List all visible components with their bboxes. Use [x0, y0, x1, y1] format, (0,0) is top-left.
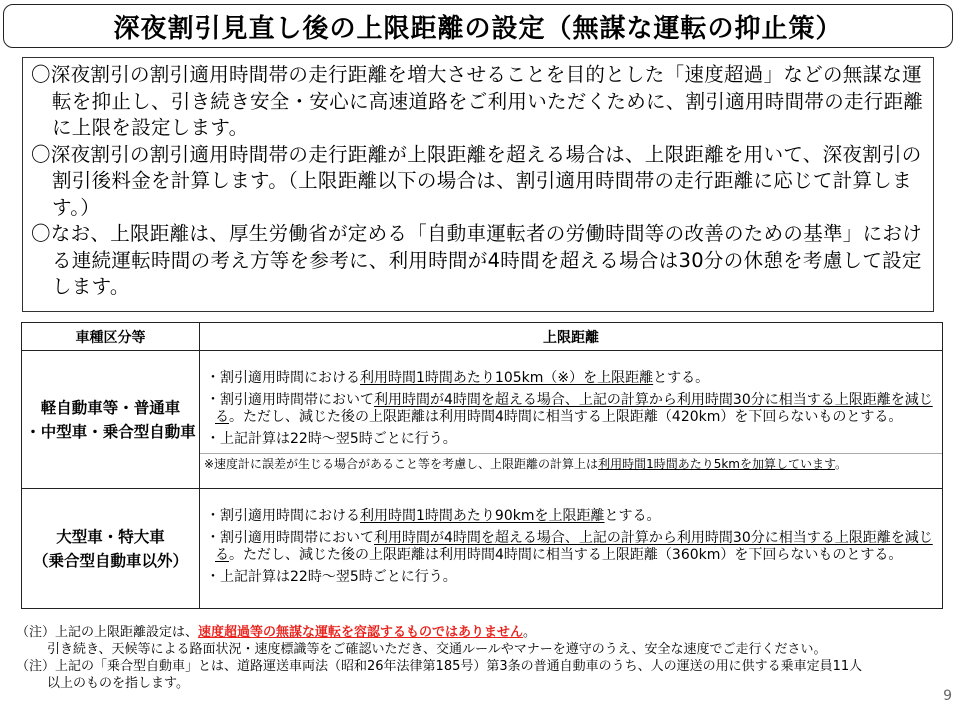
rule-text: ・割引適用時間帯において [206, 391, 374, 408]
intro-box [22, 57, 934, 312]
vehicle-class-line: 軽自動車等・普通車 [40, 398, 181, 417]
header-limit-distance: 上限距離 [200, 323, 943, 351]
footnote-text: （注）上記の上限距離設定は、 [16, 625, 199, 640]
title-box [3, 4, 953, 48]
footnote-warning: 速度超過等の無謀な運転を容認するものではありません [198, 625, 524, 640]
vehicle-class-cell [22, 351, 200, 489]
rule-item [206, 370, 938, 387]
rule-text: ・割引適用時間における [206, 369, 360, 386]
header-vehicle-class: 車種区分等 [22, 323, 200, 351]
rule-text: とする。 [604, 508, 661, 524]
note-text: ※速度計に誤差が生じる場合があること等を考慮し、上限距離の計算上は [204, 456, 599, 471]
footnote-2-continued: 以上のものを指します。 [47, 676, 189, 691]
intro-bullet-3: 〇なお、上限距離は、厚生労働省が定める「自動車運転者の労働時間等の改善のための基準」における連続運転時間の考え方等を参考に、利用時間が4時間を超える場合は30分の休憩を考慮して設定します。 [31, 222, 923, 298]
rule-item [206, 392, 938, 426]
limit-rules-cell [200, 489, 943, 609]
vehicle-class-line: ・中型車・乗合型自動車 [25, 422, 196, 441]
rule-text: ・割引適用時間帯において [206, 530, 374, 546]
footnote-text: 。 [523, 625, 537, 640]
table-row [22, 351, 943, 489]
rule-text: ・割引適用時間における [206, 508, 360, 524]
note-emphasis: 利用時間1時間あたり5kmを加算しています [598, 456, 836, 471]
intro-bullet-2: 〇深夜割引の割引適用時間帯の走行距離が上限距離を超える場合は、上限距離を用いて、深夜割引の割引後料金を計算します。（上限距離以下の場合は、割引適用時間帯の走行距離に応じて計算します。） [31, 142, 922, 219]
table-row [22, 489, 943, 609]
rule-item [206, 508, 938, 525]
rule-item: ・上記計算は22時～翌5時ごとに行う。 [206, 430, 457, 447]
footnote-1-continued: 引き続き、天候等による路面状況・速度標識等をご確認いただき、交通ルールやマナーを遵守のうえ、安全な速度でご走行ください。 [47, 642, 827, 657]
note-text: 。 [835, 456, 848, 471]
vehicle-class-line: （乗合型自動車以外） [32, 551, 188, 570]
rule-item: ・上記計算は22時～翌5時ごとに行う。 [206, 569, 457, 585]
rule-emphasis: 利用時間1時間あたり90kmを上限距離 [360, 508, 605, 524]
rule-text: 。ただし、減じた後の上限距離は利用時間4時間に相当する上限距離（360km）を下回らないものとする。 [229, 547, 903, 563]
vehicle-class-line: 大型車・特大車 [56, 527, 165, 546]
rule-emphasis: 利用時間が4時間を超える場合、上記の計算から利用時間30分に相当する上限距離を減じる [215, 530, 933, 563]
rule-text: 。ただし、減じた後の上限距離は利用時間4時間に相当する上限距離（420km）を下回らないものとする。 [229, 408, 903, 425]
rule-item [206, 530, 938, 564]
table-header-row [22, 323, 943, 351]
rule-text: とする。 [653, 369, 710, 386]
rule-emphasis: 利用時間1時間あたり105km（※）を上限距離 [360, 369, 654, 386]
footnotes [16, 624, 946, 692]
vehicle-class-cell [22, 489, 200, 609]
intro-bullet-1: 〇深夜割引の割引適用時間帯の走行距離を増大させることを目的とした「速度超過」などの無謀な運転を抑止し、引き続き安全・安心に高速道路をご利用いただくために、割引適用時間帯の走行距離に上限を設定します。 [31, 63, 924, 139]
rule-emphasis: 利用時間が4時間を超える場合、上記の計算から利用時間30分に相当する上限距離を減じる [215, 391, 933, 425]
footnote-2: （注）上記の「乗合型自動車」とは、道路運送車両法（昭和26年法律第185号）第3条の普通自動車のうち、人の運送の用に供する乗車定員11人 [16, 659, 863, 674]
limit-rules-cell [200, 351, 943, 489]
footnote-1 [16, 624, 946, 641]
limits-table [21, 322, 943, 609]
page-number: 9 [943, 688, 952, 704]
speedometer-note [200, 453, 942, 472]
page-title: 深夜割引見直し後の上限距離の設定（無謀な運転の抑止策） [113, 13, 843, 44]
